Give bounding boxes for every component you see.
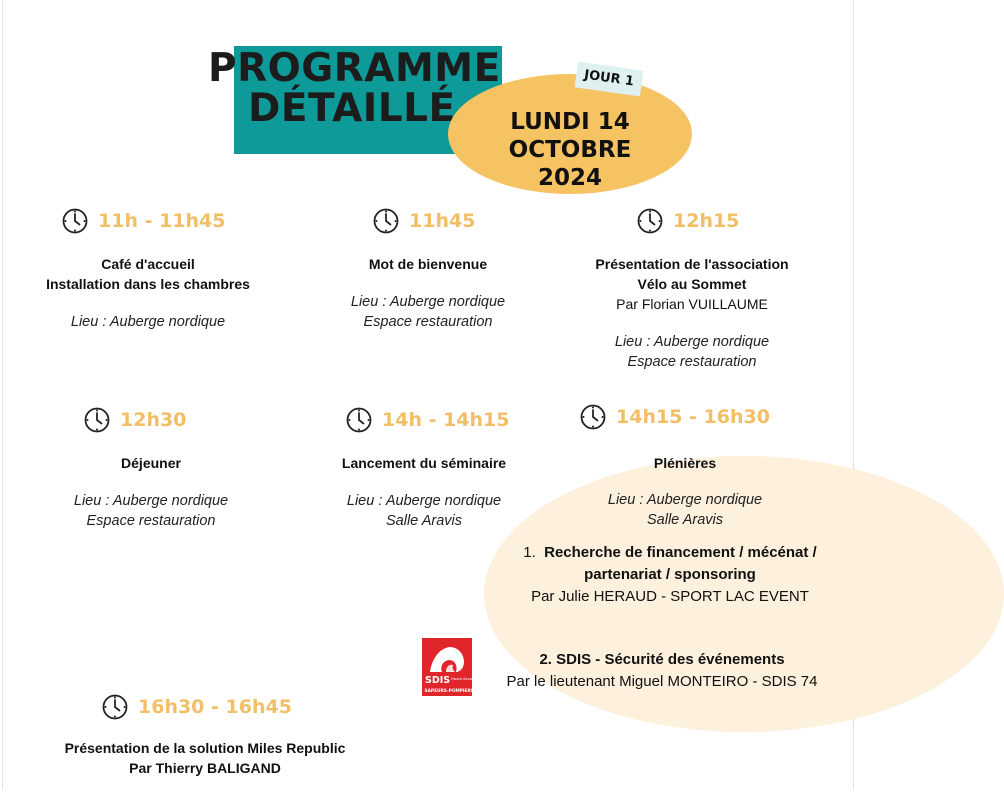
clock-icon: [84, 407, 110, 433]
session-time-row: [62, 208, 226, 234]
session-time-row: [84, 407, 186, 433]
session-location-line: Salle Aravis: [646, 512, 724, 528]
session-title-line: Présentation de la solution Miles Republic: [64, 740, 346, 756]
page-title-line-2: DÉTAILLÉ: [248, 86, 456, 131]
session-title: [314, 453, 534, 473]
clock-icon: [373, 208, 399, 234]
session-location: [314, 491, 534, 531]
logo-text: SDIS: [425, 675, 451, 686]
event-date: [448, 108, 692, 192]
plenary-item-title-line: Recherche de financement / mécénat /: [544, 544, 817, 561]
session-time-row: [102, 694, 292, 720]
plenary-item-1: [490, 542, 850, 608]
session-time-row: [637, 208, 739, 234]
session-location-line: Lieu : Auberge nordique: [607, 492, 763, 508]
plenary-item-number: 1.: [523, 544, 536, 561]
session-location-line: Salle Aravis: [385, 513, 463, 529]
plenary-item-2: [476, 649, 848, 693]
session-time: 11h - 11h45: [98, 210, 226, 232]
session-title: [318, 254, 538, 274]
session-time: 14h - 14h15: [382, 409, 510, 431]
session-title: [30, 738, 380, 778]
session-title: [28, 254, 268, 294]
session-title-line: Plénières: [653, 455, 717, 471]
session-location-line: Espace restauration: [86, 513, 216, 529]
session-location: [40, 491, 262, 531]
session-location-line: Lieu : Auberge nordique: [350, 294, 506, 310]
session-time: 12h15: [673, 210, 740, 232]
session-title: [572, 254, 812, 314]
session-location-line: Espace restauration: [627, 354, 757, 370]
session-speaker: Par Thierry BALIGAND: [129, 760, 281, 776]
day-tag: JOUR 1: [575, 62, 644, 97]
event-date-line-2: 2024: [537, 165, 602, 191]
clock-icon: [62, 208, 88, 234]
session-time-row: [580, 404, 770, 430]
session-time-row: [373, 208, 475, 234]
session-time: 11h45: [409, 210, 476, 232]
clock-icon: [102, 694, 128, 720]
session-time: 14h15 - 16h30: [616, 406, 770, 428]
sdis-logo: [422, 638, 476, 696]
session-location-line: Lieu : Auberge nordique: [346, 493, 502, 509]
session-title-line: Installation dans les chambres: [46, 276, 250, 292]
session-title-line: Café d'accueil: [101, 256, 195, 272]
session-2: [318, 254, 538, 332]
plenary-item-title: [490, 542, 850, 564]
session-location: [572, 332, 812, 372]
session-location: [28, 312, 268, 332]
logo-region: Haute-Savoie: [451, 677, 476, 681]
session-speaker: Par Florian VUILLAUME: [616, 296, 768, 312]
session-title: [40, 453, 262, 473]
session-location-line: Lieu : Auberge nordique: [70, 314, 226, 330]
page-title-line-1: PROGRAMME: [208, 46, 501, 91]
plenary-item-title-line: SDIS - Sécurité des événements: [556, 651, 785, 668]
session-7: [30, 738, 380, 778]
session-time: 16h30 - 16h45: [138, 696, 292, 718]
session-title-line: Vélo au Sommet: [637, 276, 747, 292]
clock-icon: [580, 404, 606, 430]
session-title-line: Lancement du séminaire: [341, 455, 507, 471]
session-4: [40, 453, 262, 531]
clock-icon: [346, 407, 372, 433]
session-5: [314, 453, 534, 531]
event-date-line-1: LUNDI 14 OCTOBRE: [508, 109, 632, 163]
clock-icon: [637, 208, 663, 234]
session-location: [318, 292, 538, 332]
session-location-line: Espace restauration: [363, 314, 493, 330]
plenary-item-title-line: partenariat / sponsoring: [584, 566, 756, 583]
session-title: [575, 453, 795, 473]
session-title-line: Présentation de l'association: [595, 256, 789, 272]
session-1: [28, 254, 268, 332]
session-location-line: Lieu : Auberge nordique: [614, 334, 770, 350]
session-3: [572, 254, 812, 372]
plenary-item-speaker: Par Julie HERAUD - SPORT LAC EVENT: [531, 588, 809, 605]
logo-subtitle: SAPEURS-POMPIERS: [424, 689, 474, 694]
session-location-line: Lieu : Auberge nordique: [73, 493, 229, 509]
session-title-line: Déjeuner: [121, 455, 181, 471]
plenary-item-speaker: Par le lieutenant Miguel MONTEIRO - SDIS 74: [506, 673, 818, 690]
session-location: [575, 490, 795, 530]
plenary-item-title: [476, 649, 848, 671]
plenary-item-number: 2.: [539, 651, 552, 668]
session-6: [575, 453, 795, 530]
session-time: 12h30: [120, 409, 187, 431]
session-time-row: [346, 407, 510, 433]
session-title-line: Mot de bienvenue: [368, 256, 488, 272]
